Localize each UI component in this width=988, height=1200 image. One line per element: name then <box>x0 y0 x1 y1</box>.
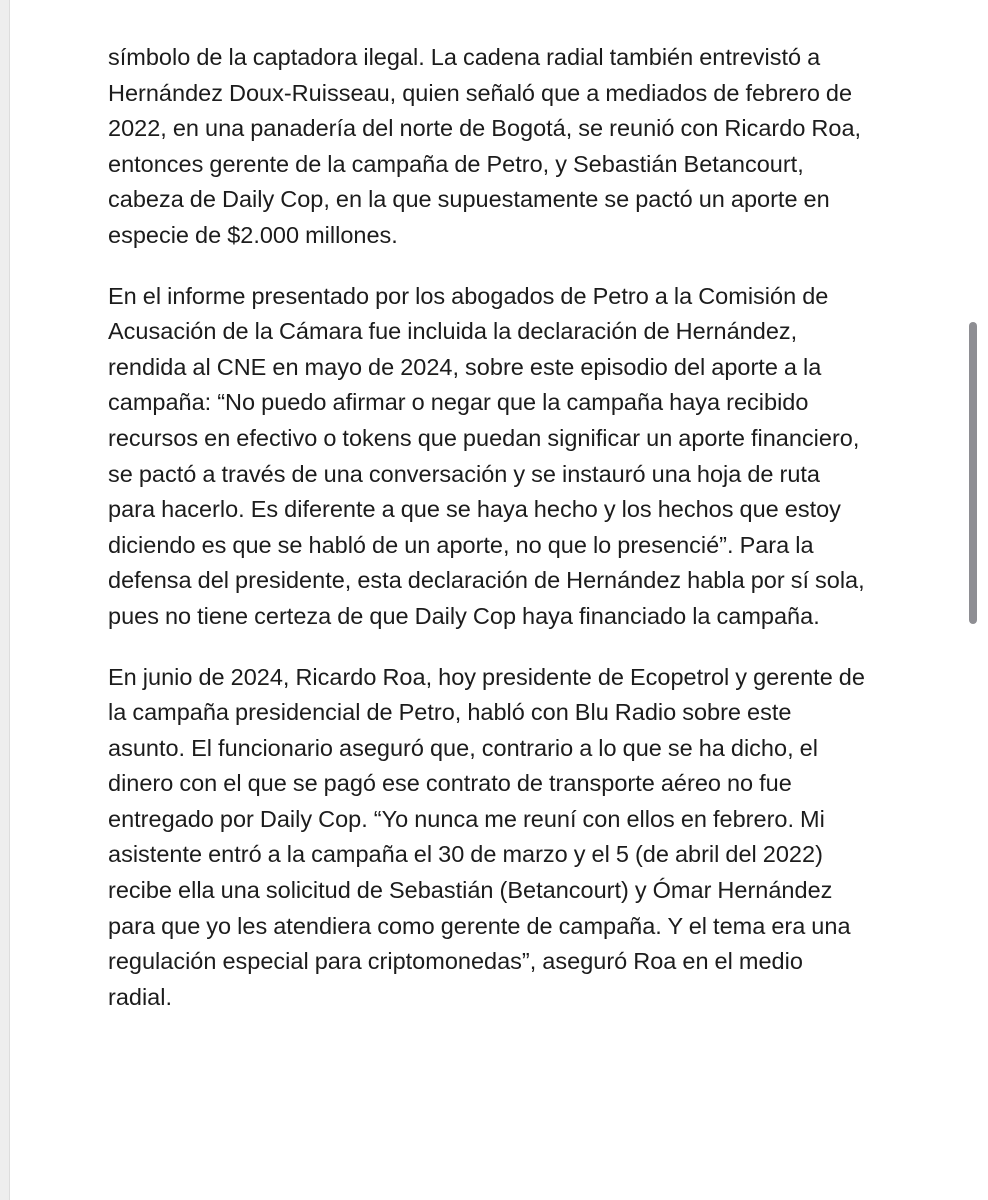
scrollbar-thumb[interactable] <box>969 322 977 624</box>
paragraph-3: En junio de 2024, Ricardo Roa, hoy presidente de Ecopetrol y gerente de la campaña presidencial de Petro, habló con Blu Radio sobre este asunto. El funcionario aseguró que, contrario a lo que se ha dicho, el dinero con el que se pagó ese contrato de transporte aéreo no fue entregado por Daily Cop. “Yo nunca me reuní con ellos en febrero. Mi asistente entró a la campaña el 30 de marzo y el 5 (de abril del 2022) recibe ella una solicitud de Sebastián (Betancourt) y Ómar Hernández para que yo les atendiera como gerente de campaña. Y el tema era una regulación especial para criptomonedas”, aseguró Roa en el medio radial. <box>108 663 865 1010</box>
vertical-scrollbar[interactable] <box>968 0 978 1200</box>
paragraph-1: símbolo de la captadora ilegal. La cadena radial también entrevistó a Hernández Doux-Ruisseau, quien señaló que a mediados de febrero de 2022, en una panadería del norte de Bogotá, se reunió con Ricardo Roa, entonces gerente de la campaña de Petro, y Sebastián Betancourt, cabeza de Daily Cop, en la que supuestamente se pactó un aporte en especie de $2.000 millones. <box>108 44 862 248</box>
paragraph-2: En el informe presentado por los abogados de Petro a la Comisión de Acusación de la Cámara fue incluida la declaración de Hernández, rendida al CNE en mayo de 2024, sobre este episodio del aporte a la campaña: “No puedo afirmar o negar que la campaña haya recibido recursos en efectivo o tokens que puedan significar un aporte financiero, se pactó a través de una conversación y se instauró una hoja de ruta para hacerlo. Es diferente a que se haya hecho y los hechos que estoy diciendo es que se habló de un aporte, no que lo presencié”. Para la defensa del presidente, esta declaración de Hernández habla por sí sola, pues no tiene certeza de que Daily Cop haya financiado la campaña. <box>108 282 865 629</box>
left-page-edge <box>0 0 10 1200</box>
article-body <box>108 40 868 1040</box>
